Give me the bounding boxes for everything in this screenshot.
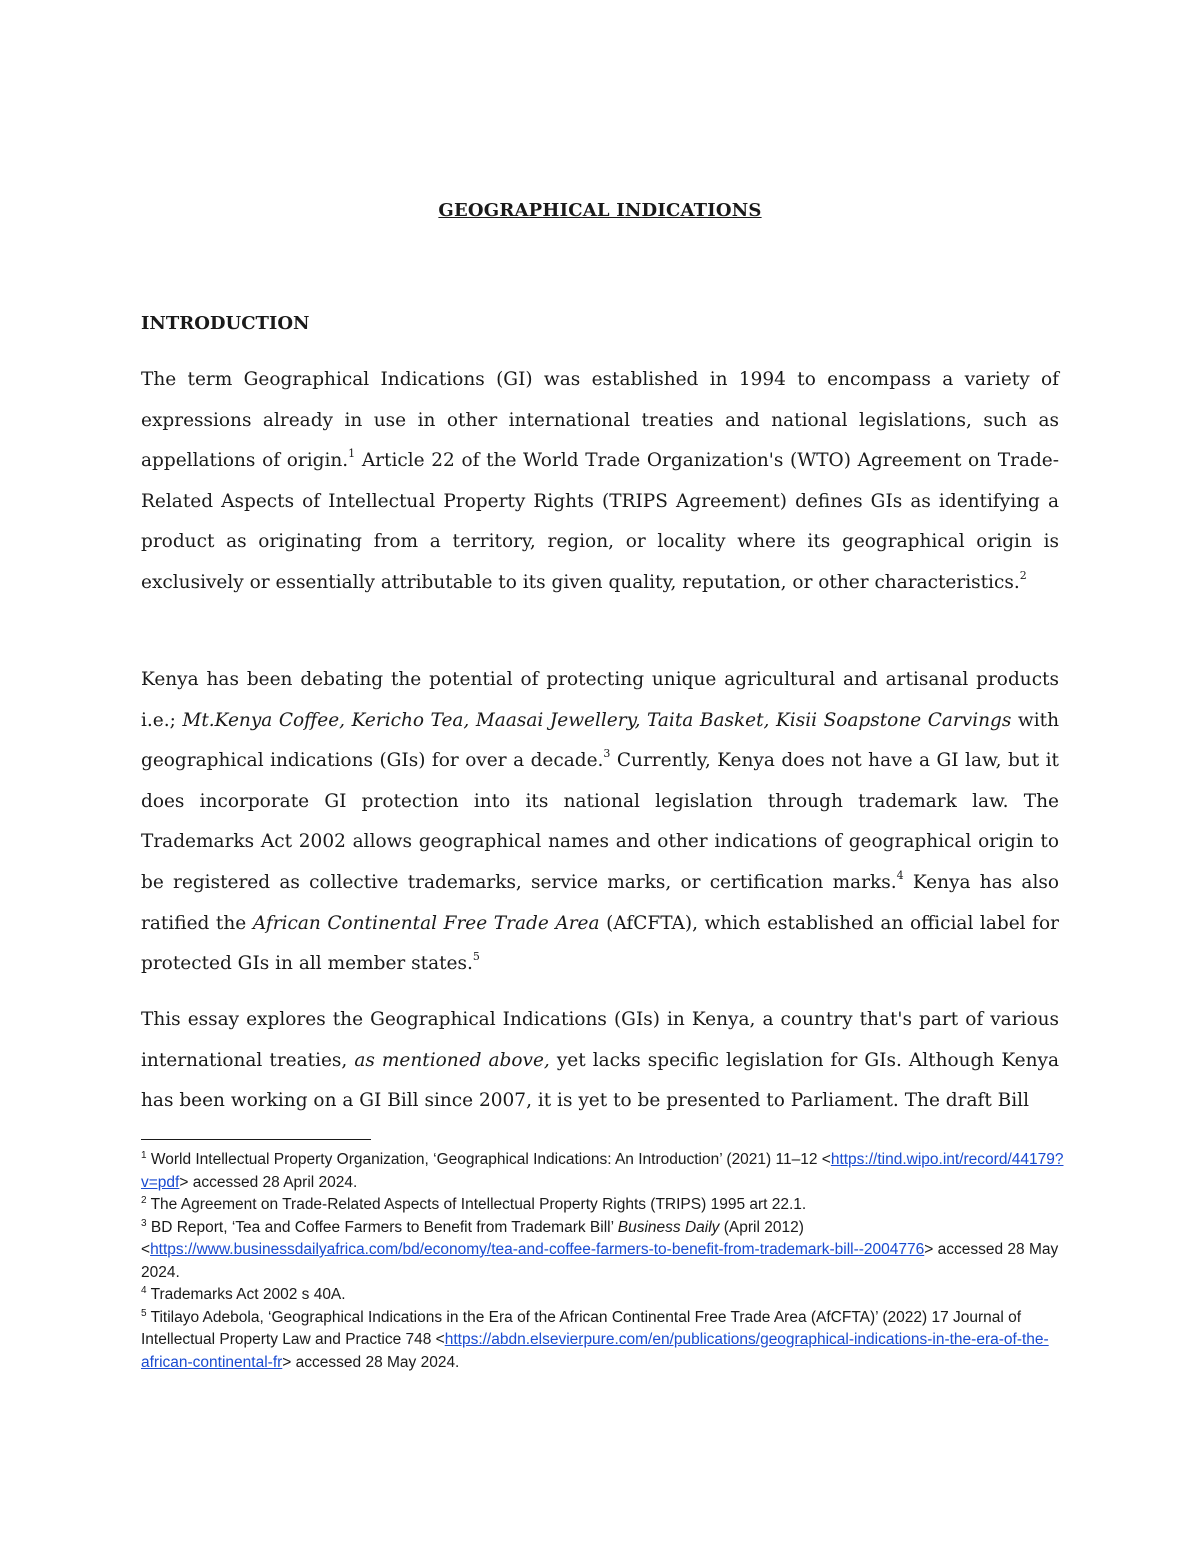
footnote-number: 2 bbox=[141, 1195, 147, 1206]
paragraph-essay bbox=[141, 1000, 1059, 1122]
paragraph-text: (AfCFTA), which established an official label for protected GIs in all member states. bbox=[141, 912, 1059, 975]
footnote-text: > accessed 28 May 2024. bbox=[141, 1241, 1059, 1281]
paragraph-text: yet lacks specific legislation for GIs. Although Kenya has been working on a GI Bill since 2007, it is yet to be presented to Parliament. The draft Bill bbox=[141, 1049, 1059, 1112]
footnote-2 bbox=[141, 1194, 1071, 1217]
products-list: Mt.Kenya Coffee, Kericho Tea, Maasai Jewellery, Taita Basket, Kisii Soapstone Carvings bbox=[182, 709, 1012, 731]
footnote-number: 3 bbox=[141, 1217, 147, 1229]
footnote-text: Titilayo Adebola, ‘Geographical Indications in the Era of the African Continental Free Trade Area (AfCFTA)’ (2022) 17 Journal of Intellectual Property Law and Practice 748 < bbox=[141, 1308, 1022, 1348]
footnote-number: 5 bbox=[141, 1307, 147, 1319]
paragraph-introduction bbox=[141, 360, 1059, 604]
paragraph-text: Article 22 of the World Trade Organization's (WTO) Agreement on Trade-Related Aspects of Intellectual Property Rights (TRIPS Agreement) defines GIs as identifying a product as originating from a territory, region, or locality where its geographical origin is exclusively or essentially attributable to its given quality, reputation, or other characteristics. bbox=[141, 450, 1059, 593]
paragraph-kenya bbox=[141, 660, 1059, 985]
footnote-text: BD Report, ‘Tea and Coffee Farmers to Benefit from Trademark Bill’ bbox=[146, 1218, 618, 1236]
footnote-ref-3[interactable]: 3 bbox=[603, 747, 611, 761]
footnote-link[interactable]: https://abdn.elsevierpure.com/en/publications/geographical-indications-in-the-era-of-the-african-continental-fr bbox=[141, 1331, 1049, 1371]
footnote-number: 4 bbox=[141, 1285, 147, 1296]
section-heading: INTRODUCTION bbox=[141, 313, 310, 334]
footnote-ref-1[interactable]: 1 bbox=[348, 447, 356, 461]
footnote-4 bbox=[141, 1284, 1071, 1307]
footnote-separator bbox=[141, 1139, 371, 1140]
footnote-link[interactable]: https://tind.wipo.int/record/44179?v=pdf bbox=[141, 1151, 1064, 1191]
paragraph-text: Kenya has been debating the potential of protecting unique agricultural and artisanal products i.e.; bbox=[141, 669, 1059, 731]
emphasis-text: as mentioned above, bbox=[354, 1049, 550, 1071]
afcfta-name: African Continental Free Trade Area bbox=[252, 912, 600, 934]
footnote-ref-2[interactable]: 2 bbox=[1019, 568, 1027, 582]
paragraph-text: Currently, Kenya does not have a GI law, but it does incorporate GI protection into its national legislation through trademark law. The Trademarks Act 2002 allows geographical names and other indications of geographical origin to be registered as collective trademarks, service marks, or certification marks. bbox=[141, 750, 1059, 893]
footnote-1 bbox=[141, 1149, 1071, 1194]
footnote-text: (April 2012) < bbox=[141, 1218, 804, 1258]
footnote-number: 1 bbox=[141, 1150, 147, 1161]
paragraph-text: Kenya has also ratified the bbox=[141, 871, 1059, 934]
footnote-text: Trademarks Act 2002 s 40A. bbox=[146, 1286, 346, 1303]
footnote-link[interactable]: https://www.businessdailyafrica.com/bd/economy/tea-and-coffee-farmers-to-benefit-from-trademark-bill--2004776 bbox=[150, 1241, 925, 1258]
footnote-5 bbox=[141, 1307, 1071, 1375]
paragraph-text: This essay explores the Geographical Indications (GIs) in Kenya, a country that's part of various international treaties, bbox=[141, 1009, 1059, 1071]
publication-name: Business Daily bbox=[617, 1218, 720, 1236]
paragraph-text: The term Geographical Indications (GI) was established in 1994 to encompass a variety of expressions already in use in other international treaties and national legislations, such as appellations of origin. bbox=[141, 369, 1059, 472]
document-title: GEOGRAPHICAL INDICATIONS bbox=[438, 200, 762, 221]
footnote-text: The Agreement on Trade-Related Aspects of Intellectual Property Rights (TRIPS) 1995 art 22.1. bbox=[146, 1196, 807, 1213]
footnote-text: > accessed 28 April 2024. bbox=[179, 1173, 358, 1191]
footnote-text: > accessed 28 May 2024. bbox=[282, 1353, 460, 1371]
footnote-3 bbox=[141, 1217, 1071, 1285]
paragraph-text: with geographical indications (GIs) for over a decade. bbox=[141, 709, 1060, 772]
footnote-ref-5[interactable]: 5 bbox=[472, 950, 480, 964]
footnotes bbox=[141, 1149, 1071, 1374]
footnote-text: World Intellectual Property Organization, ‘Geographical Indications: An Introduction’ (2021) 11–12 < bbox=[146, 1151, 831, 1168]
footnote-ref-4[interactable]: 4 bbox=[896, 868, 904, 882]
